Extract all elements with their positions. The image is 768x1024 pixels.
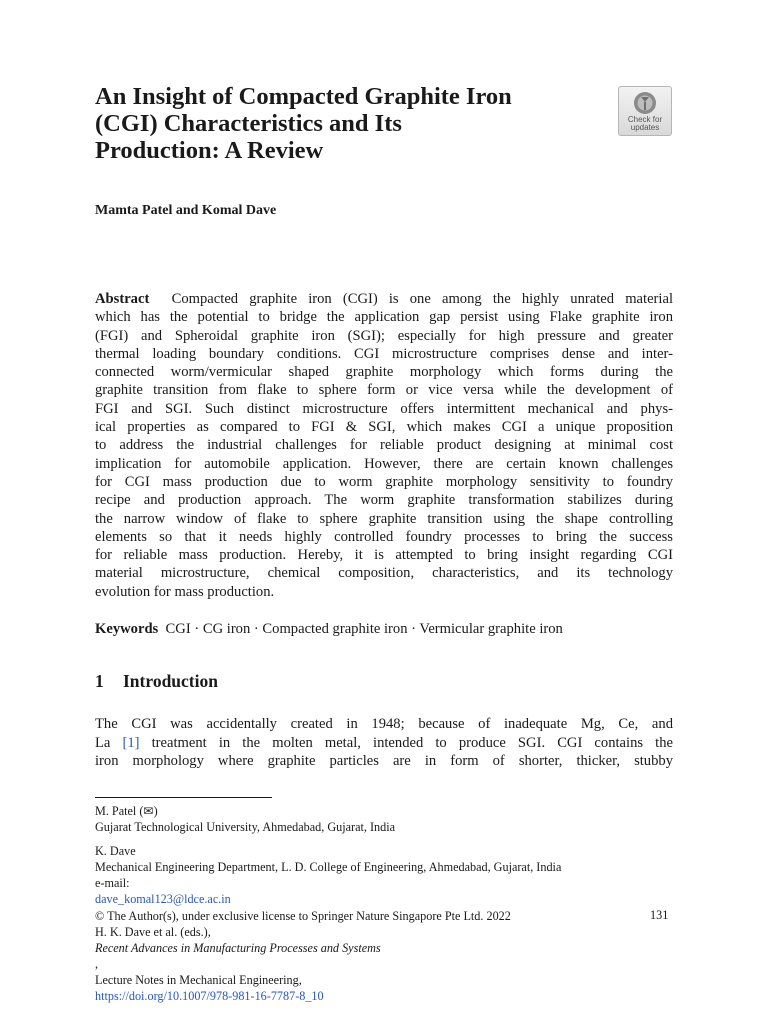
title-line: Production: A Review (95, 137, 324, 164)
paper-title (95, 83, 595, 164)
abstract-line: to address the industrial challenges for reliable product designing at minimal cost (95, 437, 673, 454)
series-line: Lecture Notes in Mechanical Engineering, (95, 973, 302, 987)
abstract-line: elements so that it needs highly controlled foundry processes to bring the success (95, 528, 673, 545)
keywords-label: Keywords (95, 621, 159, 637)
abstract-line: evolution for mass production. (95, 583, 275, 600)
footnote-author1 (95, 803, 695, 835)
abstract-line: for reliable mass production. Hereby, it is attempted to bring insight regarding CGI (95, 547, 673, 564)
abstract-line: thermal loading boundary conditions. CGI microstructure comprises dense and inter- (95, 345, 673, 362)
page-number: 131 (650, 908, 669, 922)
edited-volume-line: H. K. Dave et al. (eds.), Recent Advances in Manufacturing Processes and Systems , (95, 924, 695, 972)
abstract-line: connected worm/vermicular shaped graphite morphology which forms during the (95, 364, 673, 381)
intro-line: iron morphology where graphite particles are in form of shorter, thicker, stubby (95, 753, 673, 769)
copyright-block (95, 908, 695, 1004)
keywords (95, 621, 563, 638)
abstract-line: for CGI mass production due to worm graphite morphology sensitivity to foundry (95, 473, 673, 490)
badge-label: Check for (627, 115, 663, 124)
abstract-line: FGI and SGI. Such distinct microstructure offers intermittent mechanical and phys- (95, 400, 673, 417)
footnote-author2 (95, 843, 695, 907)
affiliation: Gujarat Technological University, Ahmedabad, Gujarat, India (95, 820, 396, 834)
abstract-label: Abstract (95, 291, 150, 307)
email-link[interactable]: dave_komal123@ldce.ac.in (95, 892, 231, 906)
check-for-updates-badge[interactable] (618, 86, 672, 136)
badge-label: updates (630, 123, 660, 132)
abstract-line: material microstructure, chemical composition, characteristics, and its technology (95, 565, 673, 582)
section-number: 1 (95, 671, 104, 691)
authors: Mamta Patel and Komal Dave (95, 203, 277, 218)
section-title: Introduction (123, 671, 218, 691)
check-for-updates-icon (632, 91, 658, 115)
book-title: Recent Advances in Manufacturing Processes and Systems (95, 941, 381, 955)
author-name: K. Dave (95, 844, 136, 858)
author-name: M. Patel (✉) (95, 804, 158, 818)
doi-link[interactable]: https://doi.org/10.1007/978-981-16-7787-8_10 (95, 989, 324, 1003)
abstract-line: implication for automobile application. However, there are certain known challenges (95, 455, 673, 472)
intro-paragraph (95, 715, 673, 771)
section-heading (95, 671, 218, 692)
email-line: e-mail: dave_komal123@ldce.ac.in (95, 876, 231, 906)
abstract-line: recipe and production approach. The worm graphite transformation stabilizes during (95, 492, 673, 509)
affiliation: Mechanical Engineering Department, L. D. College of Engineering, Ahmedabad, Gujarat, India (95, 860, 562, 874)
copyright-line: © The Author(s), under exclusive license to Springer Nature Singapore Pte Ltd. 2022 (95, 909, 511, 923)
intro-line: The CGI was accidentally created in 1948; because of inadequate Mg, Ce, and (95, 716, 673, 732)
abstract-line: (FGI) and Spheroidal graphite iron (SGI); especially for high pressure and greater (95, 327, 673, 344)
title-line: (CGI) Characteristics and Its (95, 110, 402, 137)
citation-link[interactable]: [1] (122, 734, 140, 751)
abstract-line: the narrow window of flake to sphere graphite transition using the shape controlling (95, 510, 673, 527)
abstract-line: Abstract Compacted graphite iron (CGI) is one among the highly unrated material (95, 291, 673, 307)
intro-line: La [1] treatment in the molten metal, intended to produce SGI. CGI contains the (95, 734, 673, 751)
abstract-line: graphite transition from flake to sphere form or vice versa while the development of (95, 382, 673, 399)
abstract-line: ical properties as compared to FGI & SGI, which makes CGI a unique proposition (95, 419, 673, 436)
keywords-text: CGI · CG iron · Compacted graphite iron · Vermicular graphite iron (165, 621, 563, 637)
abstract-line: which has the potential to bridge the application gap persist using Flake graphite iron (95, 309, 673, 326)
abstract (95, 290, 673, 601)
footnote-divider (95, 797, 272, 798)
title-line: An Insight of Compacted Graphite Iron (95, 83, 512, 110)
